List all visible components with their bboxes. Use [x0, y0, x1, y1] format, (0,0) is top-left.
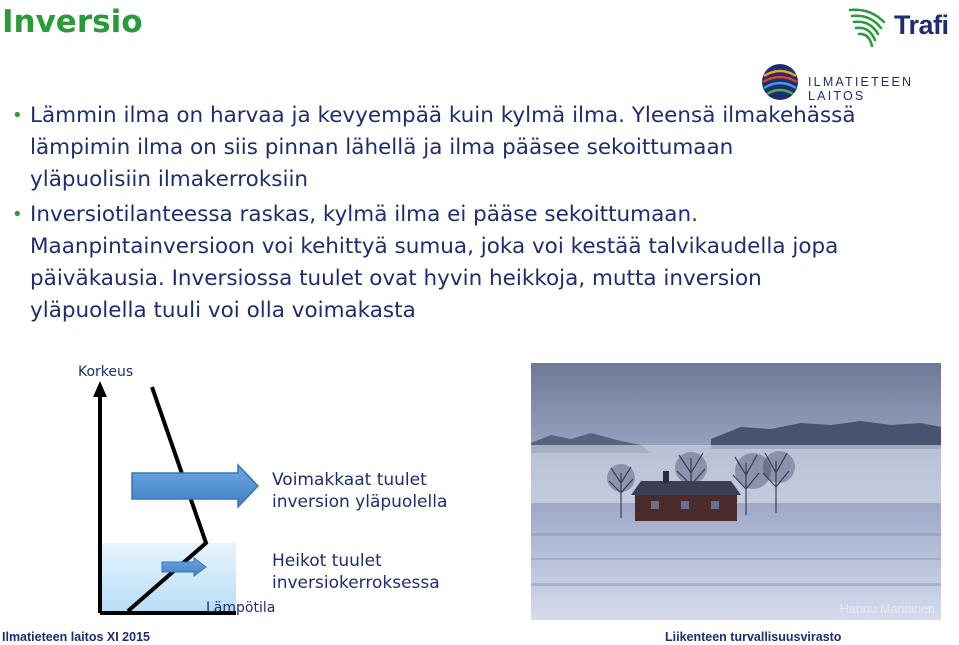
footer-right: Liikenteen turvallisuusvirasto [665, 630, 842, 644]
photo-credit: Hannu Manninen [839, 602, 935, 616]
bullet-list [10, 100, 860, 330]
bullet-item [10, 199, 860, 327]
bullet-text: Lämmin ilma on harvaa ja kevyempää kuin kylmä ilma. Yleensä ilmakehässä lämpimin ilma on siis pinnan lähellä ja ilma pääsee sekoittumaan yläpuolisiin ilmakerroksiin [30, 103, 856, 192]
bullet-text: Inversiotilanteessa raskas, kylmä ilma ei pääse sekoittumaan. Maanpintainversioon voi kehittyä sumua, joka voi kestää talvikaudella jopa päiväkausia. Inversiossa tuulet ovat hyvin heikkoja, mutta inversion yläpuolella tuuli voi olla voimakasta [30, 202, 839, 323]
ilmatieteen-laitos-text: ILMATIETEEN LAITOS [808, 75, 914, 103]
footer-left: Ilmatieteen laitos XI 2015 [2, 630, 150, 644]
ilmatieteen-laitos-logo [760, 62, 800, 102]
inversion-diagram [70, 355, 470, 625]
trafi-logo-text: Trafi [894, 10, 949, 40]
slide-title: Inversio [2, 4, 143, 40]
photo-illustration [531, 363, 941, 620]
y-axis-label: Korkeus [78, 364, 134, 380]
weak-wind-label-2: inversiokerroksessa [272, 573, 440, 593]
y-axis-arrowhead [93, 381, 107, 397]
strong-wind-label-1: Voimakkaat tuulet [272, 470, 427, 490]
strong-wind-arrow [132, 465, 258, 507]
bullet-item [10, 100, 860, 196]
weak-wind-label-1: Heikot tuulet [272, 551, 382, 571]
strong-wind-label-2: inversion yläpuolella [272, 492, 448, 512]
bullet-icon: • [12, 204, 23, 225]
winter-fog-photo [531, 363, 941, 620]
bullet-icon: • [12, 105, 23, 126]
x-axis-label: Lämpötila [206, 600, 276, 616]
